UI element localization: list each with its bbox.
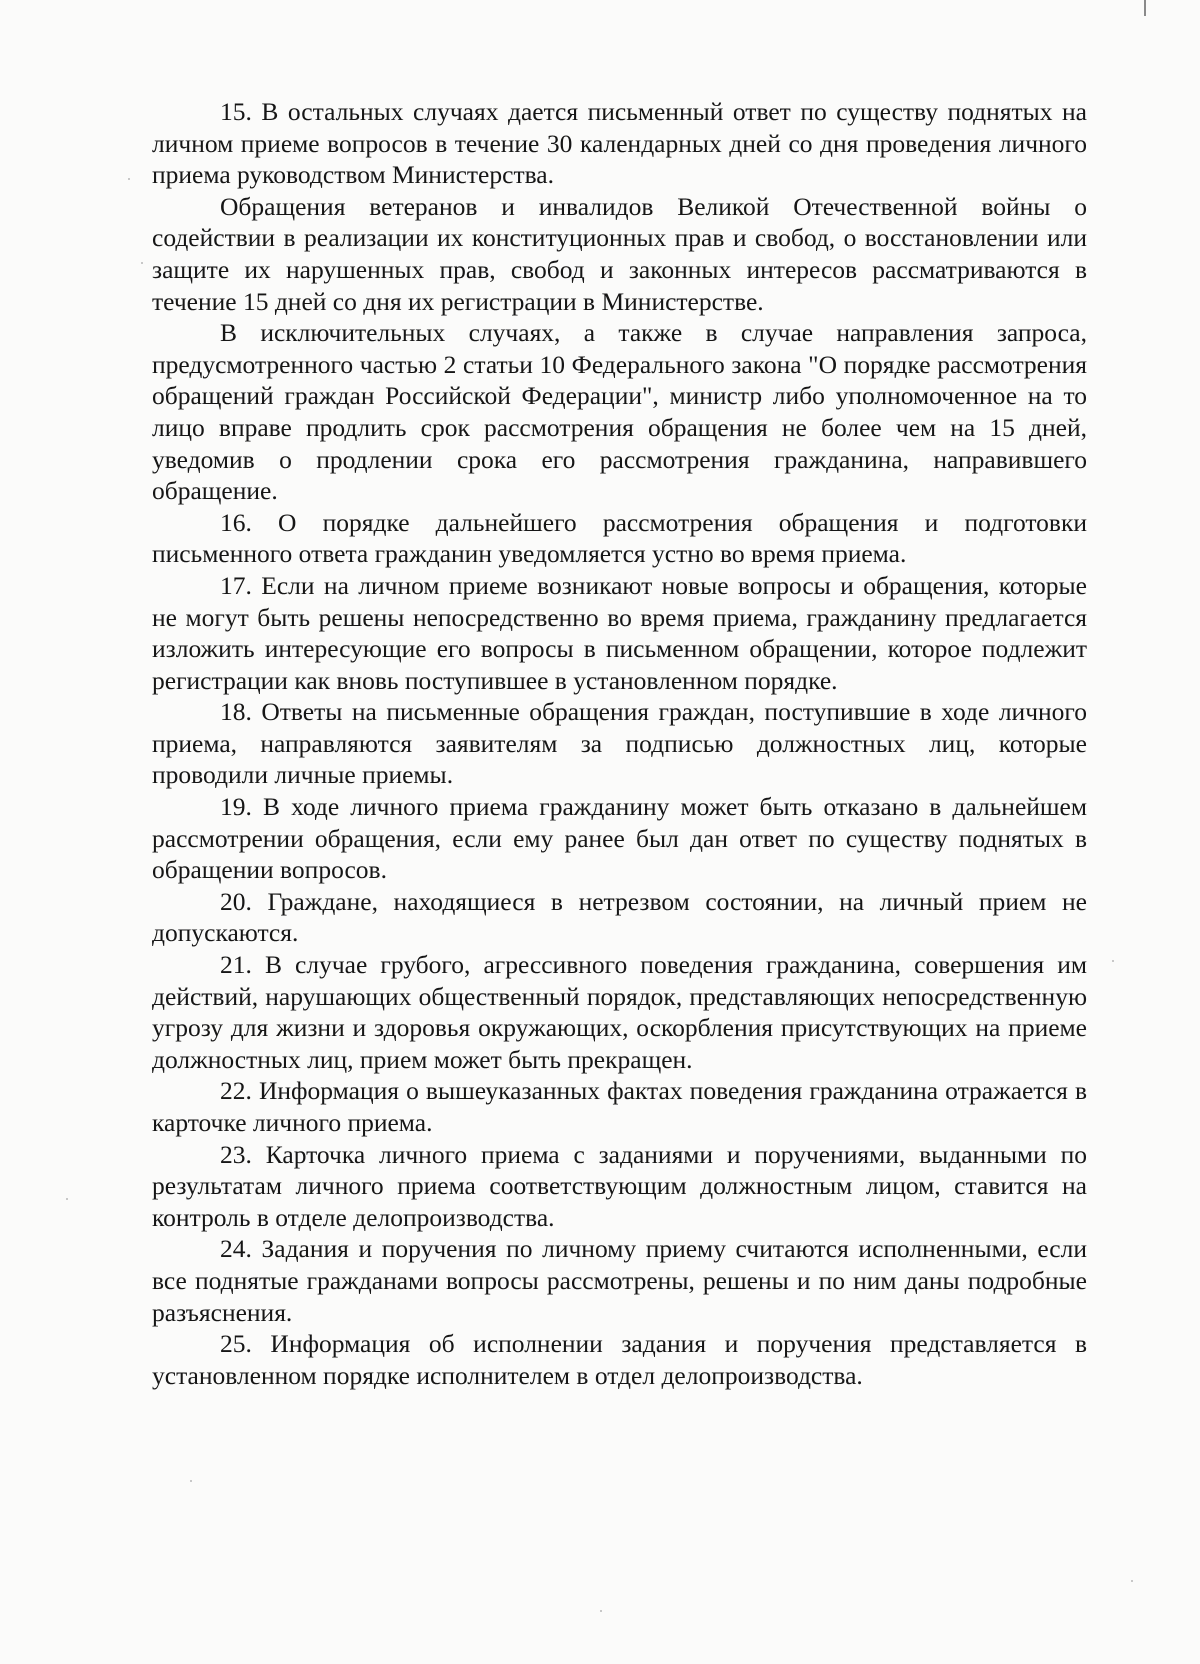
paragraph-17: 17. Если на личном приеме возникают новые вопросы и обращения, которые не могут быть решены непосредственно во время приема, гражданину предлагается изложить интересующие его вопросы в письменном обращении, которое подлежит регистрации как вновь поступившее в установленном порядке. (152, 570, 1087, 695)
document-body (152, 96, 1087, 1391)
paragraph-20: 20. Граждане, находящиеся в нетрезвом состоянии, на личный прием не допускаются. (152, 886, 1087, 948)
paragraph-25: 25. Информация об исполнении задания и поручения представляется в установленном порядке исполнителем в отдел делопроизводства. (152, 1329, 1087, 1390)
scan-edge-mark (1144, 0, 1146, 16)
scan-speck (66, 1198, 68, 1200)
paragraph-15: 15. В остальных случаях дается письменный ответ по существу поднятых на личном приеме вопросов в течение 30 календарных дней со дня проведения личного приема руководством Министерства. (152, 97, 1087, 190)
paragraph-22: 22. Информация о вышеуказанных фактах поведения гражданина отражается в карточке личного приема. (152, 1076, 1087, 1137)
scan-speck (600, 1610, 602, 1612)
paragraph-16: 16. О порядке дальнейшего рассмотрения обращения и подготовки письменного ответа гражданин уведомляется устно во время приема. (152, 507, 1087, 569)
paragraph-veterans: Обращения ветеранов и инвалидов Великой Отечественной войны о содействии в реализации их конституционных прав и свобод, о восстановлении или защите их нарушенных прав, свобод и законных интересов рассматриваются в течение 15 дней со дня их регистрации в Министерстве. (152, 191, 1087, 316)
paragraph-19: 19. В ходе личного приема гражданину может быть отказано в дальнейшем рассмотрении обращения, если ему ранее был дан ответ по существу поднятых в обращении вопросов. (152, 792, 1087, 885)
paragraph-exceptional-cases: В исключительных случаях, а также в случае направления запроса, предусмотренного частью 2 статьи 10 Федерального закона "О порядке рассмотрения обращений граждан Российской Федерации", министр либо уполномоченное на то лицо вправе продлить срок рассмотрения обращения не более чем на 15 дней, уведомив о продлении срока его рассмотрения гражданина, направившего обращение. (152, 318, 1087, 506)
paragraph-18: 18. Ответы на письменные обращения граждан, поступившие в ходе личного приема, направляются заявителям за подписью должностных лиц, которые проводили личные приемы. (152, 697, 1087, 790)
scan-speck (190, 1480, 192, 1482)
scan-speck (141, 262, 143, 264)
paragraph-21: 21. В случае грубого, агрессивного поведения гражданина, совершения им действий, нарушающих общественный порядок, представляющих непосредственную угрозу для жизни и здоровья окружающих, оскорбления присутствующих на приеме должностных лиц, прием может быть прекращен. (152, 950, 1087, 1074)
scan-speck (1131, 1580, 1133, 1582)
paragraph-24: 24. Задания и поручения по личному приему считаются исполненными, если все поднятые гражданами вопросы рассмотрены, решены и по ним даны подробные разъяснения. (152, 1234, 1087, 1327)
scan-speck (128, 178, 130, 180)
scan-speck (1112, 960, 1114, 962)
paragraph-23: 23. Карточка личного приема с заданиями и поручениями, выданными по результатам личного приема соответствующим должностным лицом, ставится на контроль в отделе делопроизводства. (152, 1139, 1087, 1232)
